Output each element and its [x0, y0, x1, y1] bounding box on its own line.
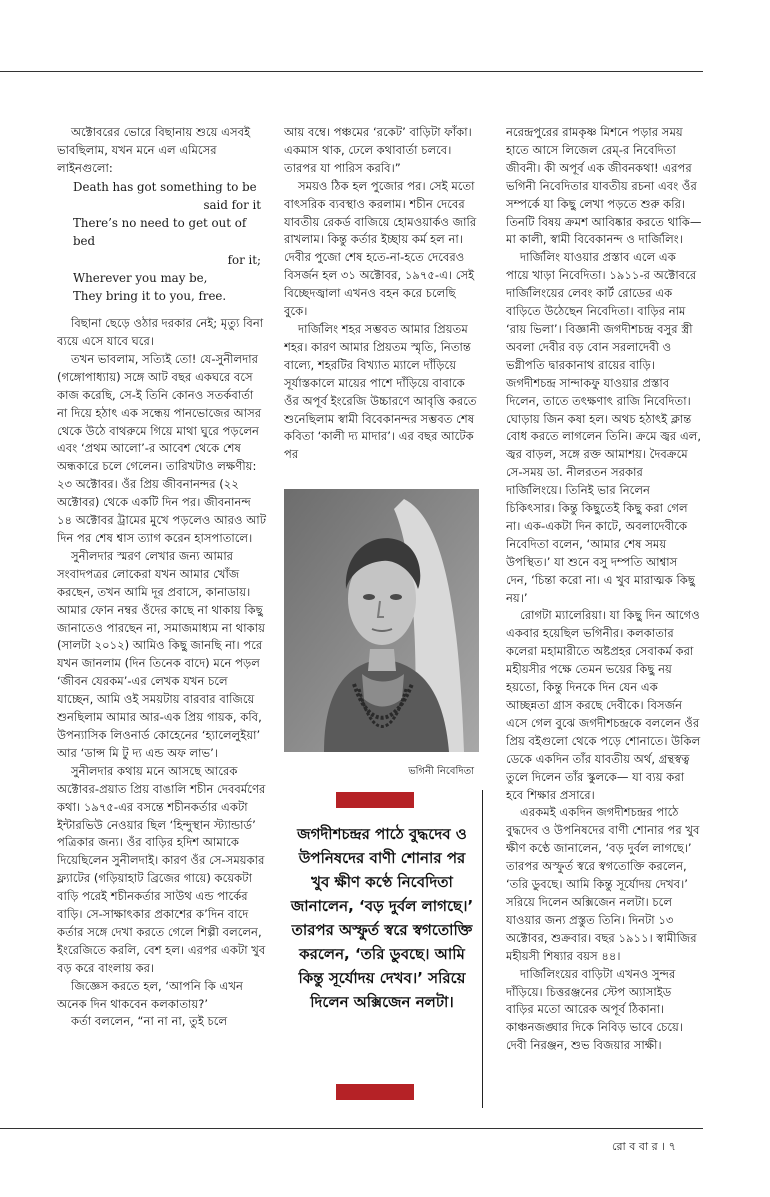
article-column-3: [506, 124, 702, 1124]
poem-line: said for it: [203, 197, 261, 212]
portrait-illustration: [284, 489, 479, 752]
paragraph: দার্জিলিংয়ের বাড়িটা এখনও সুন্দর দাঁড়িয়ে। চিত্তরঞ্জনের স্টেপ অ্যাসাইড বাড়ির মতো আরেক অপূর্ব ঠিকানা। কাঞ্চনজঙ্ঘার দিকে নিবিড় ভাবে চেয়ে। দেবী নিরঞ্জন, শুভ বিজয়ার সাক্ষী।: [506, 966, 683, 1053]
page-folio: রো ব বা র । ৭: [612, 1140, 676, 1153]
paragraph: নরেন্দ্রপুরের রামকৃষ্ণ মিশনে পড়ার সময় হাতে আসে লিজেল রেম্‌-র নিবেদিতা জীবনী। কী অপূর্ব এক জীবনকথা! এরপর ভগিনী নিবেদিতার যাবতীয় রচনা এবং ওঁর সম্পর্কে যা কিছু লেখা পড়তে শুরু করি। তিনটি বিষয় ক্রমশ আবিষ্কার করতে থাকি— মা কালী, স্বামী বিবেকানন্দ ও দার্জিলিং।: [506, 125, 702, 247]
paragraph: দার্জিলিং যাওয়ার প্রস্তাব এলে এক পায়ে খাড়া নিবেদিতা। ১৯১১-র অক্টোবরে দার্জিলিংয়ের লেবং কার্ট রোডের এক বাড়িতে উঠেছেন নিবেদিতা। বাড়ির নাম ‘রায় ভিলা’। বিজ্ঞানী জগদীশচন্দ্র বসুর স্ত্রী অবলা দেবীর বড় বোন সরলাদেবী ও ভগ্নীপতি দ্বারকানাথ রায়ের বাড়ি। জগদীশচন্দ্র সান্দাকফু যাওয়ার প্রস্তাব দিলেন, তাতে তৎক্ষণাৎ রাজি নিবেদিতা। ঘোড়ায় জিন কষা হল। অথচ হঠাৎই ক্লান্ত বোধ করতে লাগলেন তিনি। ক্রমে জ্বর এল, জ্বর বাড়ল, সঙ্গে রক্ত আমাশয়। দৈবক্রমে সে-সময় ডা. নীলরতন সরকার দার্জিলিংয়ে। তিনিই ভার নিলেন চিকিৎসার। কিন্তু কিছুতেই কিছু করা গেল না। এক-একটা দিন কাটে, অবলাদেবীকে নিবেদিতা বলেন, ‘আমার শেষ সময় উপস্থিত।’ যা শুনে বসু দম্পতি আশ্বাস দেন, ‘চিন্তা করো না। এ খুব মারাত্মক কিছু নয়।’: [506, 250, 702, 605]
paragraph: বিছানা ছেড়ে ওঠার দরকার নেই; মৃত্যু বিনা ব্যয়ে এসে যাবে ঘরে।: [57, 316, 264, 349]
paragraph: দার্জিলিং শহর সম্ভবত আমার প্রিয়তম শহর। কারণ আমার প্রিয়তম স্মৃতি, নিতান্ত বাল্যে, শহরটির বিখ্যাত ম্যালে দাঁড়িয়ে সূর্যাস্তকালে মায়ের পাশে দাঁড়িয়ে বাবাকে ওঁর অপূর্ব ইংরেজি উচ্চারণে আবৃত্তি করতে শুনেছিলাম স্বামী বিবেকানন্দর সম্ভবত শেষ কবিতা ‘কালী দ্য মাদার’। এর বছর আটেক পর: [284, 321, 477, 462]
paragraph: জিজ্ঞেস করতে হল, ‘আপনি কি এখন অনেক দিন থাকবেন কলকাতায়?’: [57, 978, 243, 1011]
english-poem: [73, 178, 267, 315]
poem-line: Wherever you may be,: [73, 270, 208, 285]
accent-bar-top: [336, 792, 414, 808]
article-column-1: [57, 124, 267, 1124]
paragraph: সুনীলদার কথায় মনে আসছে আরেক অক্টোবর-প্রয়াত প্রিয় বাঙালি শচীন দেববর্মণের কথা। ১৯৭৫-এর বসন্তে শচীনকর্তার একটা ইন্টারভিউ নেওয়ার ছিল ‘হিন্দুস্থান স্ট্যান্ডার্ড’ পত্রিকার জন্য। ওঁর বাড়ির হদিশ আমাকে দিয়েছিলেন সুনীলদাই। কারণ ওঁর সে-সময়কার ফ্ল্যাটের (গড়িয়াহাট ব্রিজের গায়ে) কয়েকটা বাড়ি পরেই শচীনকর্তার সাউথ এন্ড পার্কের বাড়ি। সে-সাক্ষাৎকার প্রকাশের ক’দিন বাদে কর্তার সঙ্গে দেখা করতে গেলে শিল্পী বললেন, ইংরেজিতে করলি, বেশ হল। এরপর একটা খুব বড় করে বাংলায় কর।: [57, 763, 266, 975]
article-column-2: [284, 124, 479, 494]
paragraph: অক্টোবরের ভোরে বিছানায় শুয়ে এসবই ভাবছিলাম, যখন মনে এল এমিসের লাইনগুলো:: [57, 125, 251, 175]
accent-bar-bottom: [336, 1084, 414, 1100]
paragraph: রোগটা ম্যালেরিয়া। যা কিছু দিন আগেও একবার হয়েছিল ভগিনীর। কলকাতার কলেরা মহামারীতে অষ্টপ্রহর সেবাকর্ম করা মহীয়সীর পক্ষে তেমন ভয়ের কিছু নয় হয়তো, কিন্তু দিনকে দিন যেন এক আচ্ছন্নতা গ্রাস করছে দেবীকে। বিসর্জন এসে গেল বুঝে জগদীশচন্দ্রকে বললেন ওঁর প্রিয় বইগুলো থেকে পড়ে শোনাতে। উকিল ডেকে একদিন তাঁর যাবতীয় অর্থ, গ্রন্থস্বত্ব তুলে দিলেন তাঁর স্কুলকে— যা ব্যয় করা হবে শিক্ষার প্রসারে।: [506, 608, 701, 802]
pull-quote-text: জগদীশচন্দ্রর পাঠে বুদ্ধদেব ও উপনিষদের বাণী শোনার পর খুব ক্ষীণ কণ্ঠে নিবেদিতা জানালেন, ‘বড় দুর্বল লাগছে।’ তারপর অস্ফুর্ত স্বরে স্বগতোক্তি করলেন, ‘তরি ডুবছে। আমি কিন্তু সূর্যোদয় দেখব।’ সরিয়ে দিলেন অক্সিজেন নলটা।: [290, 825, 474, 1011]
paragraph: তখন ভাবলাম, সত্যিই তো! যে-সুনীলদার (গঙ্গোপাধ্যায়) সঙ্গে আট বছর একঘরে বসে কাজ করেছি, সে-ই তিনি কোনও সতর্কবার্তা না দিয়ে হঠাৎ এক সন্ধেয় পানভোজের আসর থেকে উঠে বাথরুমে গিয়ে মাথা ঘুরে পড়লেন এবং ‘প্রথম আলো’-র আবেশ থেকে শেষ অন্ধকারে চলে গেলেন। তারিখটাও লক্ষণীয়: ২৩ অক্টোবর। ওঁর প্রিয় জীবনানন্দর (২২ অক্টোবর) থেকে একটি দিন পর। জীবনানন্দ ১৪ অক্টোবর ট্রামের মুখে পড়লেও আরও আট দিন পর শেষ শ্বাস ত্যাগ করেন হাসপাতালে।: [57, 351, 267, 546]
pull-quote: [284, 790, 483, 1108]
top-rule: [0, 71, 703, 72]
portrait-photo: [284, 489, 479, 752]
paragraph: সময়ও ঠিক হল পুজোর পর। সেই মতো বাৎসরিক ব্যবস্থাও করলাম। শচীন দেবের যাবতীয় রেকর্ড বাজিয়ে হোমওয়ার্কও জারি রাখলাম। কিন্তু কর্তার ইচ্ছায় কর্ম হল না। দেবীর পুজো শেষ হতে-না-হতে দেবেরও বিসর্জন হল ৩১ অক্টোবর, ১৯৭৫-এ। সেই বিচ্ছেদজ্বালা এখনও বহন করে চলেছি বুকে।: [284, 178, 477, 319]
bottom-rule: [0, 1128, 703, 1129]
poem-line: There’s no need to get out of bed: [73, 216, 247, 249]
photo-caption: ভগিনী নিবেদিতা: [408, 766, 474, 777]
paragraph: সুনীলদার স্মরণ লেখার জন্য আমার সংবাদপত্রর লোকেরা যখন আমার খোঁজ করছেন, তখন আমি দূর প্রবাসে, কানাডায়। আমার ফোন নম্বর ওঁদের কাছে না থাকায় কিছু জানাতেও পারছেন না, সমাজমাধ্যম না থাকায় (সালটা ২০১২) আমিও কিছু জানছি না। পরে যখন জানলাম (দিন তিনেক বাদে) মনে পড়ল ‘জীবন যেরকম’-এর লেখক যখন চলে যাচ্ছেন, আমি ওই সময়টায় বারবার বাজিয়ে শুনছিলাম আমার আর-এক প্রিয় গায়ক, কবি, উপন্যাসিক লিওনার্ড কোহেনের ‘হ্যালেলুইয়া’ আর ‘ডান্স মি টু দ্য এন্ড অফ লাভ’।: [57, 548, 265, 760]
poem-line: for it;: [227, 252, 261, 267]
paragraph: আয় বম্বে। পঞ্চমের ‘রকেট’ বাড়িটা ফাঁকা। একমাস থাক, ঢেলে কথাবার্তা চলবে। তারপর যা পারিস করবি।”: [284, 125, 472, 175]
paragraph: এরকমই একদিন জগদীশচন্দ্রর পাঠে বুদ্ধদেব ও উপনিষদের বাণী শোনার পর খুব ক্ষীণ কণ্ঠে জানালেন, ‘বড় দুর্বল লাগছে।’ তারপর অস্ফুর্ত স্বরে স্বগতোক্তি করলেন, ‘তরি ডুবছে। আমি কিন্তু সূর্যোদয় দেখব।’ সরিয়ে দিলেন অক্সিজেন নলটা। চলে যাওয়ার জন্য প্রস্তুত তিনি। দিনটা ১৩ অক্টোবর, শুক্রবার। বছর ১৯১১। স্বামীজির মহীয়সী শিষ্যার বয়স ৪৪।: [506, 805, 700, 963]
poem-line: They bring it to you, free.: [73, 288, 227, 303]
poem-line: Death has got something to be: [73, 179, 257, 194]
paragraph: কর্তা বললেন, “না না না, তুই চলে: [71, 1014, 228, 1029]
